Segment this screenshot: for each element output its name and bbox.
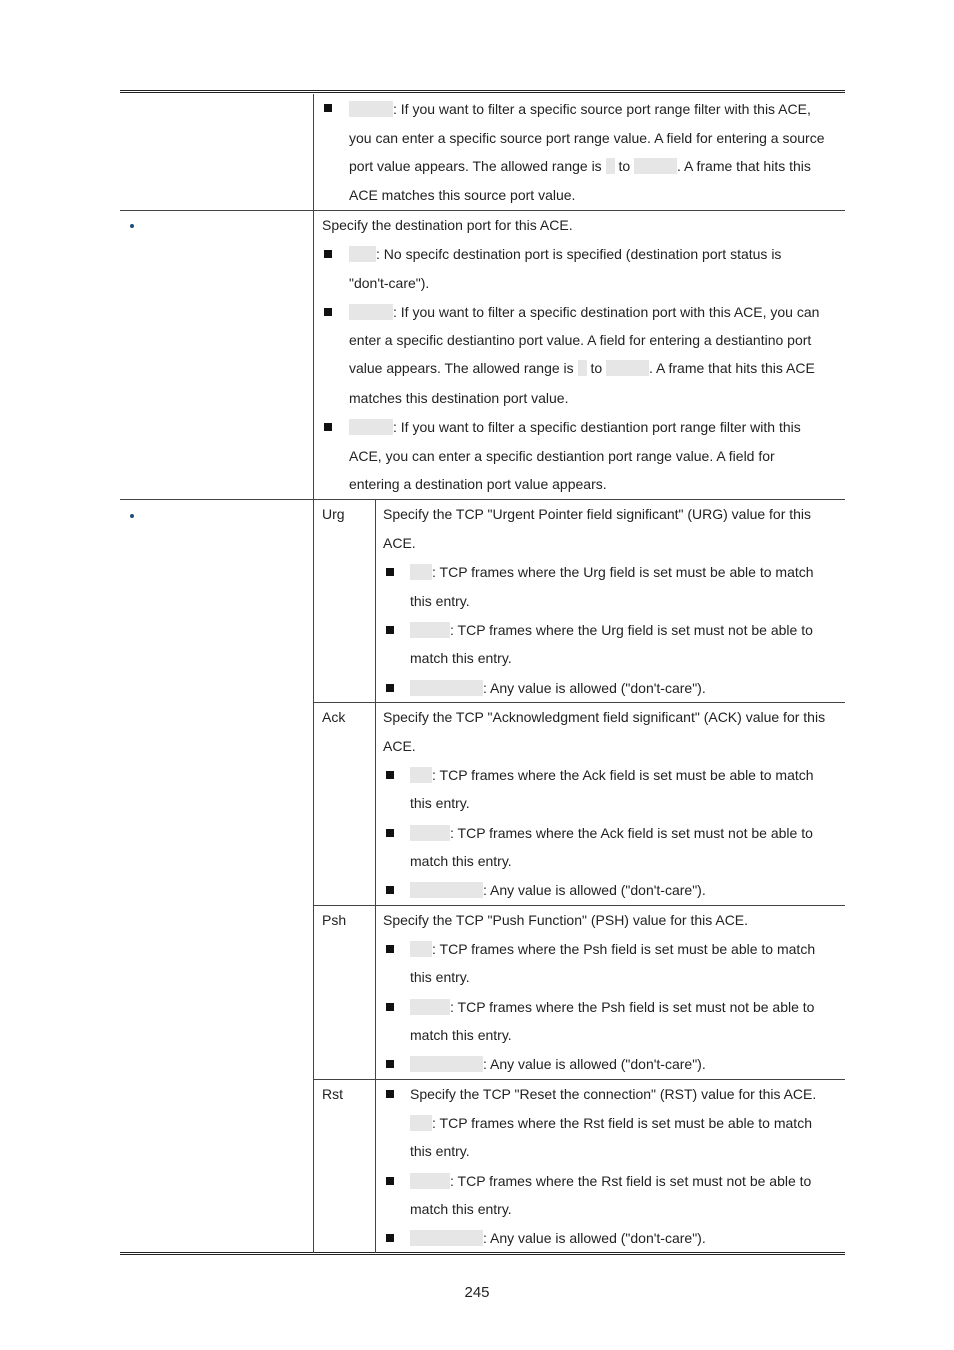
range-max-blank — [634, 158, 677, 174]
dest-any-term-blank — [349, 246, 376, 262]
bullet-square-icon — [386, 684, 394, 692]
set-term-blank — [410, 941, 432, 957]
bullet-square-icon — [386, 945, 394, 953]
text-line: this entry. — [410, 969, 470, 985]
text-line: port value appears. The allowed range is — [349, 158, 602, 174]
text-line: this entry. — [410, 795, 470, 811]
text-line: Specify the TCP "Reset the connection" (RST) value for this ACE. — [410, 1086, 817, 1102]
text-line: Specify the TCP "Push Function" (PSH) value for this ACE. — [383, 912, 749, 928]
set-term-blank — [410, 1115, 432, 1131]
text-line: this entry. — [410, 593, 470, 609]
text-line: . A frame that hits this — [677, 158, 811, 174]
text-line: ACE, you can enter a specific destiantion port range value. A field for — [349, 448, 775, 464]
text-line: ACE. — [383, 738, 416, 754]
dest-any-line — [349, 245, 781, 263]
bullet-square-icon — [386, 829, 394, 837]
text-line: match this entry. — [410, 1201, 512, 1217]
row-divider — [120, 210, 845, 211]
flag-name-urg: Urg — [322, 506, 345, 522]
text-line: ACE. — [383, 535, 416, 551]
text-line: : If you want to filter a specific destiantion port range filter with this — [393, 419, 801, 435]
bullet-square-icon — [386, 568, 394, 576]
flag-name-ack: Ack — [322, 709, 346, 725]
range-min-blank — [606, 158, 615, 174]
table-top-rule — [120, 90, 845, 93]
dest-range-term-blank — [349, 419, 393, 435]
text-line: entering a destination port value appears. — [349, 476, 607, 492]
text-line: Specify the TCP "Urgent Pointer field significant" (URG) value for this — [383, 506, 812, 522]
flag-row-divider — [313, 702, 845, 703]
text-line: : TCP frames where the Psh field is set must be able to match — [432, 941, 816, 957]
psh-set-line — [410, 940, 815, 958]
rst-any-line — [410, 1229, 706, 1247]
text-line: you can enter a specific source port range value. A field for entering a source — [349, 130, 825, 146]
text-line: : TCP frames where the Ack field is set must not be able to — [450, 825, 813, 841]
text-line: : Any value is allowed ("don't-care"). — [483, 882, 706, 898]
bullet-square-icon — [386, 771, 394, 779]
text-line: : If you want to filter a specific source port range filter with this ACE, — [393, 101, 811, 117]
bullet-square-icon — [324, 423, 332, 431]
text-line: match this entry. — [410, 853, 512, 869]
dest-specific-term-blank — [349, 304, 393, 320]
set-term-blank — [410, 767, 432, 783]
table-bottom-rule — [120, 1252, 845, 1255]
notset-term-blank — [410, 622, 450, 638]
text-line: : TCP frames where the Ack field is set must be able to match — [432, 767, 814, 783]
bullet-square-icon — [386, 1090, 394, 1098]
rst-notset-line — [410, 1172, 811, 1190]
ack-any-line — [410, 881, 706, 899]
bullet-square-icon — [386, 1003, 394, 1011]
flag-row-divider — [313, 905, 845, 906]
notset-term-blank — [410, 999, 450, 1015]
flag-row-divider — [313, 1079, 845, 1080]
text-line: "don't-care"). — [349, 275, 430, 291]
source-range-term-blank — [349, 101, 393, 117]
notset-term-blank — [410, 1173, 450, 1189]
flag-name-psh: Psh — [322, 912, 347, 928]
text-line: : No specifc destination port is specified (destination port status is — [376, 246, 782, 262]
set-term-blank — [410, 564, 432, 580]
text-line: matches this destination port value. — [349, 390, 569, 406]
text-line: : TCP frames where the Urg field is set must be able to match — [432, 564, 814, 580]
source-range-line — [349, 157, 811, 175]
text-line: : Any value is allowed ("don't-care"). — [483, 680, 706, 696]
bullet-square-icon — [324, 250, 332, 258]
dest-port-intro: Specify the destination port for this ACE. — [322, 217, 573, 233]
text-line: : TCP frames where the Urg field is set must not be able to — [450, 622, 813, 638]
flag-name-rst: Rst — [322, 1086, 343, 1102]
bullet-dot-icon — [130, 224, 134, 228]
text-line: Specify the TCP "Acknowledgment field significant" (ACK) value for this — [383, 709, 826, 725]
flag-column-divider — [375, 499, 376, 1253]
rst-set-line — [410, 1114, 812, 1132]
notset-term-blank — [410, 825, 450, 841]
text-line: : TCP frames where the Rst field is set must not be able to — [450, 1173, 812, 1189]
source-range-line — [349, 100, 811, 118]
text-line: : Any value is allowed ("don't-care"). — [483, 1230, 706, 1246]
text-line: enter a specific destiantino port value. A field for entering a destiantino port — [349, 332, 812, 348]
bullet-square-icon — [386, 1060, 394, 1068]
bullet-square-icon — [386, 1177, 394, 1185]
text-line: match this entry. — [410, 650, 512, 666]
text-line: value appears. The allowed range is — [349, 360, 574, 376]
row-divider — [120, 499, 845, 500]
any-term-blank — [410, 1056, 483, 1072]
bullet-square-icon — [386, 626, 394, 634]
ack-set-line — [410, 766, 814, 784]
psh-any-line — [410, 1055, 706, 1073]
ack-notset-line — [410, 824, 813, 842]
range-min-blank — [578, 360, 587, 376]
text-line: : TCP frames where the Psh field is set must not be able to — [450, 999, 815, 1015]
text-line: . A frame that hits this ACE — [649, 360, 815, 376]
page-number: 245 — [464, 1284, 490, 1301]
text-line: : Any value is allowed ("don't-care"). — [483, 1056, 706, 1072]
text-line: to — [590, 360, 603, 376]
dest-range-line — [349, 418, 801, 436]
text-line: this entry. — [410, 1143, 470, 1159]
text-line: : If you want to filter a specific destination port with this ACE, you can — [393, 304, 820, 320]
text-line: : TCP frames where the Rst field is set must be able to match — [432, 1115, 812, 1131]
bullet-square-icon — [386, 886, 394, 894]
text-line: ACE matches this source port value. — [349, 187, 576, 203]
any-term-blank — [410, 882, 483, 898]
dest-specific-line — [349, 303, 819, 321]
text-line: to — [618, 158, 631, 174]
urg-set-line — [410, 563, 814, 581]
bullet-square-icon — [324, 308, 332, 316]
any-term-blank — [410, 1230, 483, 1246]
psh-notset-line — [410, 998, 814, 1016]
bullet-square-icon — [324, 104, 332, 112]
urg-any-line — [410, 679, 706, 697]
any-term-blank — [410, 680, 483, 696]
bullet-dot-icon — [130, 514, 134, 518]
dest-specific-line — [349, 359, 815, 377]
bullet-square-icon — [386, 1234, 394, 1242]
text-line: match this entry. — [410, 1027, 512, 1043]
urg-notset-line — [410, 621, 813, 639]
range-max-blank — [606, 360, 649, 376]
